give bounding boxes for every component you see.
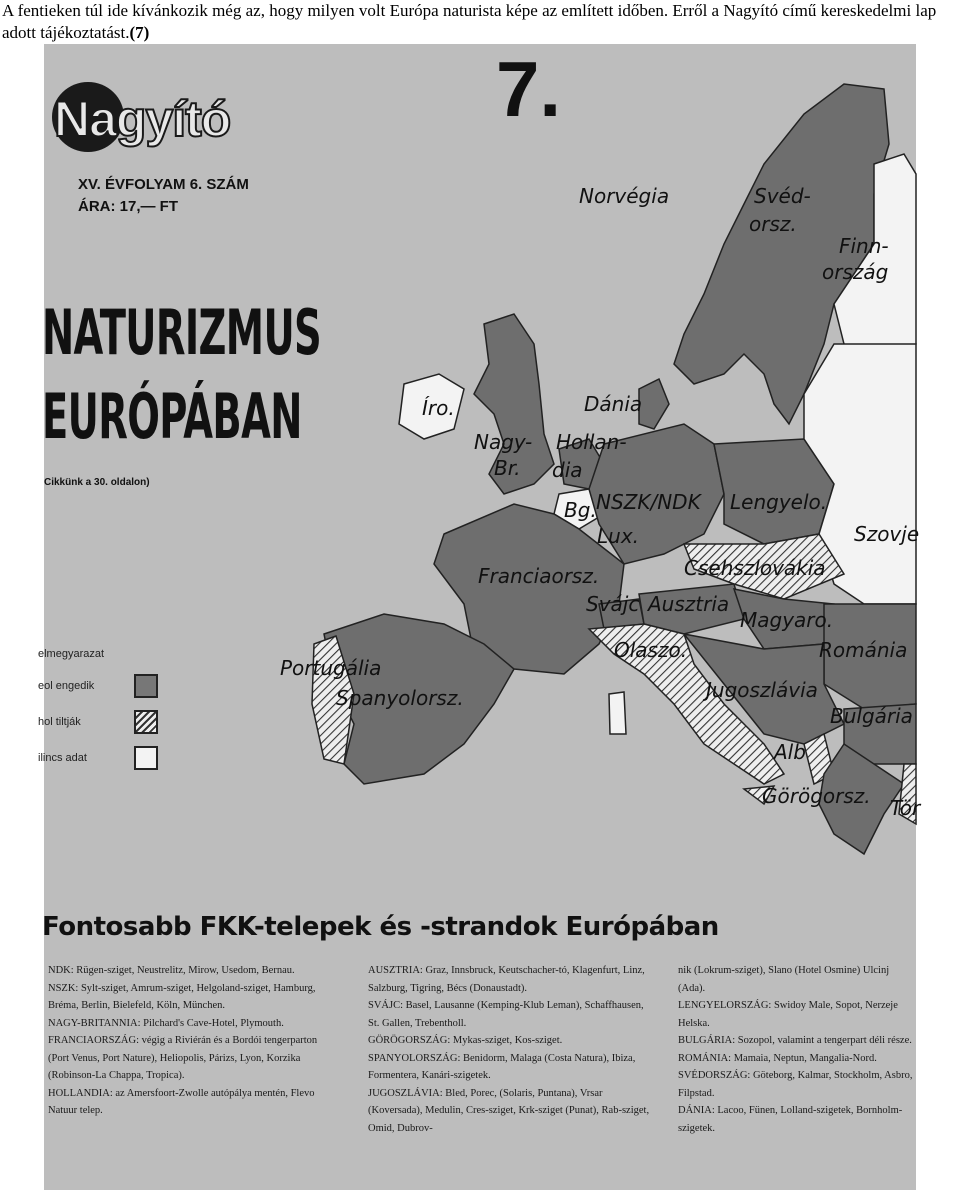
headline-naturizmus: NATURIZMUS [42,296,322,369]
list-entry: SPANYOLORSZÁG: Benidorm, Malaga (Costa Natura), Ibiza, Formentera, Kanári-szigetek. [368,1052,636,1081]
label-nszk-ndk: NSZK/NDK [596,490,701,514]
list-entry: GÖRÖGORSZÁG: Mykas-sziget, Kos-sziget. [368,1035,563,1046]
label-hollan: Hollan- [556,430,627,454]
caption-reference: (7) [129,23,150,42]
label-bulgaria: Bulgária [830,704,913,728]
label-szovjet: Szovje [854,522,920,546]
label-csehszlovakia: Csehszlovákia [684,556,826,580]
label-sved-2: orsz. [749,212,797,236]
label-bg: Bg. [564,498,597,522]
list-entry: SVÁJC: Basel, Lausanne (Kemping-Klub Leman), Schaffhausen, St. Gallen, Trebentholl. [368,1000,644,1029]
list-entry: JUGOSZLÁVIA: Bled, Porec, (Solaris, Puntana), Vrsar (Koversada), Medulin, Cres-sziget, Krk-sziget (Punat), Rab-sziget, Omid, Dubrov- [368,1087,650,1134]
volume-line: XV. ÉVFOLYAM 6. SZÁM [78,176,249,193]
list-entry: AUSZTRIA: Graz, Innsbruck, Keutschacher-tó, Klagenfurt, Linz, Salzburg, Tigring, Bécs (Donaustadt). [368,965,645,994]
legend-swatch-dark [134,674,158,698]
legend-item-banned: hol tiltják [38,716,81,728]
label-nagy: Nagy- [474,430,533,454]
list-entry: NSZK: Sylt-sziget, Amrum-sziget, Helgoland-sziget, Hamburg, Bréma, Berlin, Bielefeld, Köln, München. [48,982,316,1011]
label-sved-1: Svéd- [754,184,811,208]
label-magyaro: Magyaro. [740,608,834,632]
label-lengyel: Lengyelo. [730,490,828,514]
list-entry: NAGY-BRITANNIA: Pilchard's Cave-Hotel, Plymouth. [48,1017,284,1029]
label-ausztria: Ausztria [648,592,730,616]
label-portugalia: Portugália [280,656,382,680]
label-norvegia: Norvégia [579,184,670,208]
list-heading: Fontosabb FKK-telepek és -strandok Európában [42,912,719,942]
magazine-logo: Nagyító [54,91,231,147]
article-reference: Cikkünk a 30. oldalon) [44,477,150,488]
label-finn-2: ország [822,260,889,284]
list-column-1 [48,962,332,1120]
legend-title: elmegyarazat [38,648,105,660]
label-lux: Lux. [597,524,640,548]
label-spanyol: Spanyolorsz. [336,686,464,710]
list-entry: ROMÁNIA: Mamaia, Neptun, Mangalia-Nord. [678,1052,877,1064]
list-entry: nik (Lokrum-sziget), Slano (Hotel Osmine) Ulcinj (Ada). [678,965,890,994]
label-francia: Franciaorsz. [478,564,600,588]
label-br: Br. [494,456,521,480]
caption-text: A fentieken túl ide kívánkozik még az, hogy milyen volt Európa naturista képe az említett időben. Erről a Nagyító című kereskedelmi lap adott tájékoztatást. [2,1,937,42]
headline-europaban: EURÓPÁBAN [42,380,302,453]
volume-info [78,174,249,218]
label-finn-1: Finn- [839,234,889,258]
magazine-cover-scan [38,44,921,1190]
label-dia: dia [552,458,583,482]
label-olaszo: Olaszo. [614,638,688,662]
legend-item-nodata: ilincs adat [38,752,87,764]
label-alb: Alb [774,740,806,764]
label-jugoszlavia: Jugoszlávia [706,678,818,702]
list-entry: HOLLANDIA: az Amersfoort-Zwolle autópálya mentén, Flevo Natuur telep. [48,1087,315,1116]
map-sardinia [609,692,626,734]
list-entry: LENGYELORSZÁG: Swidoy Male, Sopot, Nerzeje Helska. [678,1000,898,1029]
list-entry: BULGÁRIA: Sozopol, valamint a tengerpart déli része. [678,1035,912,1046]
list-entry: SVÉDORSZÁG: Göteborg, Kalmar, Stockholm, Asbro, Filpstad. [678,1070,913,1099]
figure-caption [2,0,958,44]
legend-item-allowed: eol engedik [38,680,95,692]
map-denmark [639,379,669,429]
label-gorog: Görögorsz. [762,784,871,808]
issue-number: 7. [496,45,562,133]
label-iro: Íro. [422,396,455,420]
list-entry: FRANCIAORSZÁG: végig a Riviérán és a Bordói tengerparton (Port Venus, Port Nature), Heliopolis, Párizs, Lyon, Korzika (Robinson-La Chappa, Tropica). [48,1035,318,1081]
label-dania: Dánia [584,392,643,416]
list-entry: NDK: Rügen-sziget, Neustrelitz, Mirow, Usedom, Bernau. [48,965,295,976]
price-line: ÁRA: 17,— FT [78,198,179,215]
legend-swatch-white [134,746,158,770]
label-tor: Tör [890,796,921,820]
list-column-3 [678,962,916,1137]
list-column-2 [368,962,654,1137]
label-svajc: Svájc [586,592,640,616]
label-romania: Románia [819,638,908,662]
legend-swatch-hatch [134,710,158,734]
list-entry: DÁNIA: Lacoo, Fünen, Lolland-szigetek, Bornholm-szigetek. [678,1105,903,1134]
